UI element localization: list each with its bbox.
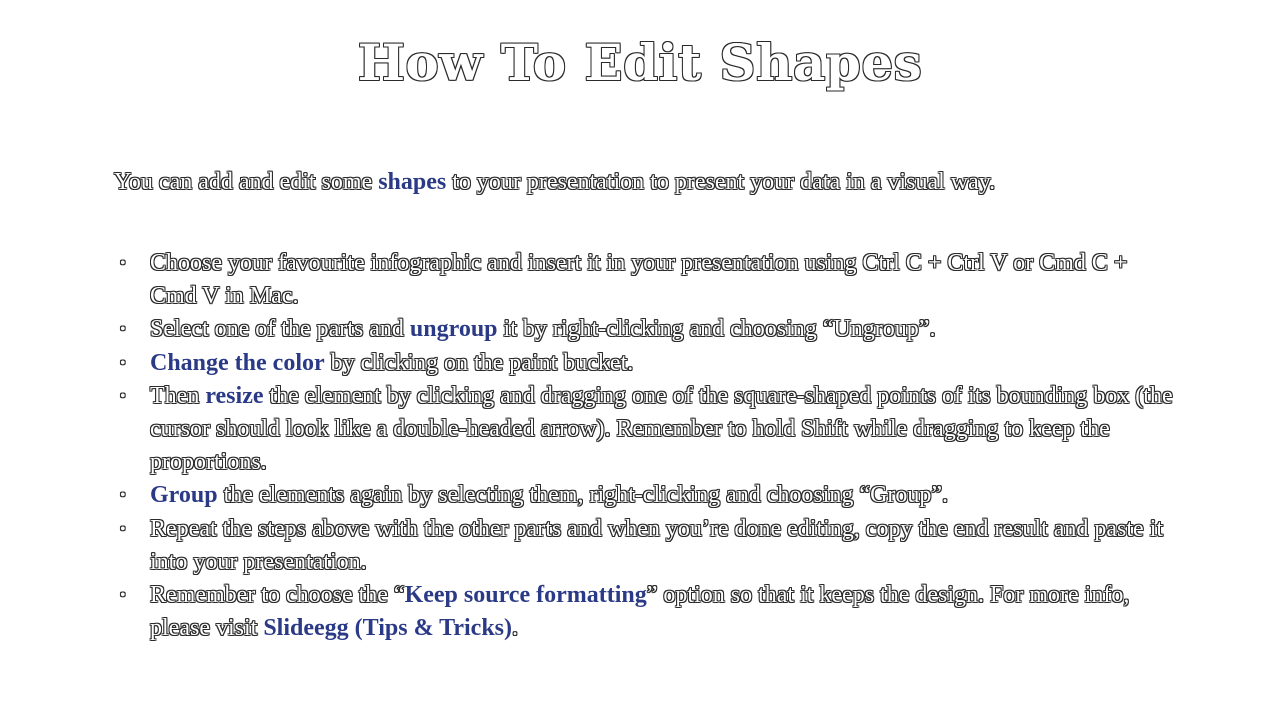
item-text: it by right-clicking and choosing “Ungroup”. [497,316,936,343]
item-highlight: Group [150,482,218,509]
item-text: ” option so that it keeps the design. For more info, please visit [150,582,1130,642]
bullet-icon: • [120,587,126,605]
list-item [114,347,1174,380]
intro-highlight: shapes [378,169,447,195]
list-item [114,380,1174,480]
intro-text-after: to your presentation to present your data in a visual way. [446,169,996,195]
list-item [114,479,1174,512]
item-highlight: Change the color [150,349,325,376]
item-text: Select one of the parts and [150,316,410,343]
bullet-icon: • [120,520,126,538]
instructions-list [114,247,1174,645]
slide-title: How To Edit Shapes [357,33,923,92]
bullet-icon: • [120,321,126,339]
bullet-icon: • [120,387,126,405]
list-item [114,313,1174,346]
item-highlight: ungroup [409,316,498,343]
item-text: Repeat the steps above with the other parts and when you’re done editing, copy the end result and paste it into your presentation. [150,515,1164,575]
item-text: . [512,615,519,642]
list-item [114,513,1174,579]
intro-text-before: You can add and edit some [114,169,379,195]
intro-paragraph [114,166,1214,199]
item-text: the elements again by selecting them, right-clicking and choosing “Group”. [217,482,949,509]
item-highlight: resize [205,382,264,409]
item-text: Choose your favourite infographic and insert it in your presentation using Ctrl C + Ctrl V or Cmd C + Cmd V in Mac. [150,250,1128,310]
list-item [114,247,1174,313]
bullet-icon: • [120,487,126,505]
item-text: the element by clicking and dragging one of the square-shaped points of its bounding box (the cursor should look like a double-headed arrow). Remember to hold Shift while dragging to keep the proportions. [150,382,1173,476]
item-text: by clicking on the paint bucket. [324,349,634,376]
slideegg-tips-link[interactable]: Slideegg (Tips & Tricks) [263,615,513,642]
item-text: Then [150,382,206,409]
bullet-icon: • [120,354,126,372]
list-item [114,579,1174,645]
item-text: Remember to choose the “ [150,582,405,609]
bullet-icon: • [120,255,126,272]
item-highlight: Keep source formatting [404,582,647,609]
